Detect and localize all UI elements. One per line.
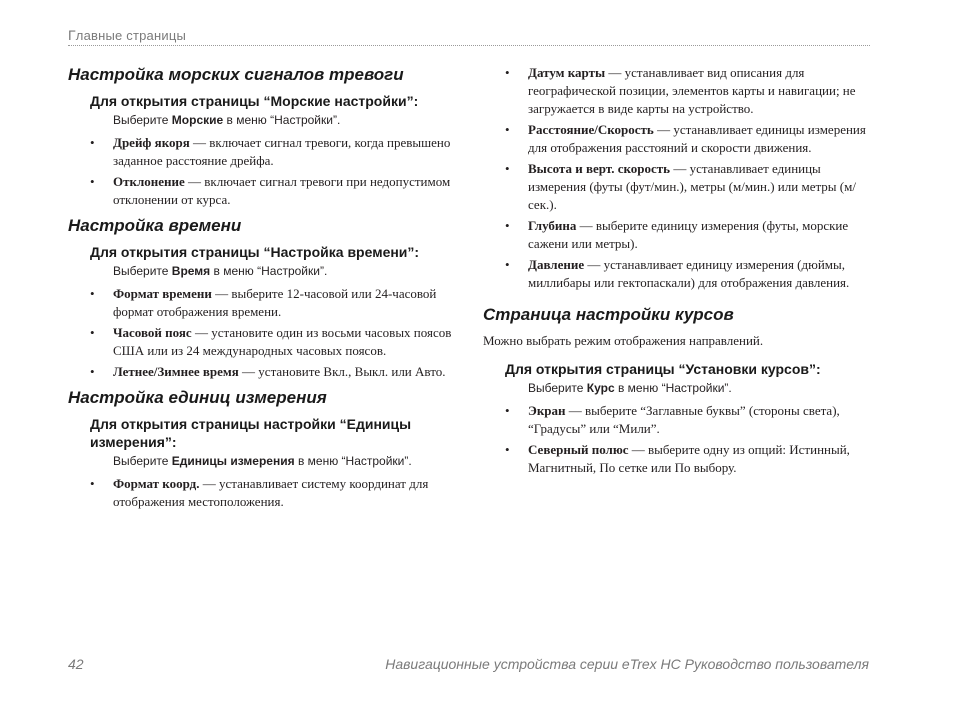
units-section-title: Настройка единиц измерения [68,388,327,407]
list-item: • Высота и верт. скорость — устанавливает единицы измерения (футы (фут/мин.), метры (м/мин.) или метры (м/сек.). [505,161,856,212]
course-procedure-title: Для открытия страницы “Установки курсов”: [505,361,821,377]
bullet-icon: • [90,476,95,491]
list-item: • Дрейф якоря — включает сигнал тревоги, когда превышено заданное расстояние дрейфа. [90,135,451,168]
list-item: • Летнее/Зимнее время — установите Вкл., Выкл. или Авто. [90,364,446,379]
list-item: • Экран — выберите “Заглавные буквы” (стороны света), “Градусы” или “Мили”. [505,403,840,436]
right-column [483,64,875,483]
bullet-icon: • [505,403,510,418]
bullet-icon: • [505,161,510,176]
list-item: • Формат коорд. — устанавливает систему координат для отображения местоположения. [90,476,429,509]
list-item: • Расстояние/Скорость — устанавливает единицы измерения для отображения расстояний и скорости движения. [505,122,866,155]
marine-menu-item: Морские [171,113,224,127]
time-procedure-title: Для открытия страницы “Настройка времени”: [90,244,420,260]
time-section-title: Настройка времени [68,216,242,235]
bullet-icon: • [90,286,95,301]
running-head-cap: Г [68,27,76,43]
course-intro: Можно выбрать режим отображения направлений. [483,333,764,348]
time-options-list [68,285,460,381]
course-options-list [483,402,875,477]
course-instruction: Выберите Курс в меню “Настройки”. [528,381,732,395]
left-column [68,64,460,517]
manual-title: Навигационные устройства серии eTrex HC Руководство пользователя [385,656,869,672]
bullet-icon: • [505,442,510,457]
running-head [68,27,870,46]
units-options-continued-list [483,64,875,292]
bullet-icon: • [90,364,95,379]
list-item: • Давление — устанавливает единицу измерения (дюймы, миллибары или гектопаскали) для отображения давления. [505,257,850,290]
running-head-rest: лавные страницы [75,28,187,43]
marine-instruction: Выберите Морские в меню “Настройки”. [113,113,341,127]
units-options-list [68,475,460,511]
units-menu-item: Единицы измерения [171,454,295,468]
list-item: • Формат времени — выберите 12-часовой или 24-часовой формат отображения времени. [90,286,437,319]
marine-section-title: Настройка морских сигналов тревоги [68,65,404,84]
list-item: • Отклонение — включает сигнал тревоги при недопустимом отклонении от курса. [90,174,451,207]
time-menu-item: Время [171,264,211,278]
list-item: • Северный полюс — выберите одну из опций: Истинный, Магнитный, По сетке или По выбору. [505,442,850,475]
bullet-icon: • [90,135,95,150]
marine-procedure-title: Для открытия страницы “Морские настройки”: [90,93,419,109]
marine-options-list [68,134,460,209]
units-procedure-title: Для открытия страницы настройки “Единицы измерения”: [90,416,412,450]
course-menu-item: Курс [586,381,615,395]
bullet-icon: • [505,122,510,137]
list-item: • Датум карты — устанавливает вид описания для географической позиции, элементов карты и навигации; не загружается в виде карты на устройство. [505,65,856,116]
bullet-icon: • [505,257,510,272]
bullet-icon: • [90,325,95,340]
course-section-title: Страница настройки курсов [483,305,734,324]
list-item: • Часовой пояс — установите один из восьми часовых поясов США или из 24 международных часовых поясов. [90,325,452,358]
bullet-icon: • [505,65,510,80]
bullet-icon: • [90,174,95,189]
units-instruction: Выберите Единицы измерения в меню “Настройки”. [113,454,412,468]
page-number: 42 [68,656,84,672]
list-item: • Глубина — выберите единицу измерения (футы, морские сажени или метры). [505,218,849,251]
bullet-icon: • [505,218,510,233]
time-instruction: Выберите Время в меню “Настройки”. [113,264,328,278]
